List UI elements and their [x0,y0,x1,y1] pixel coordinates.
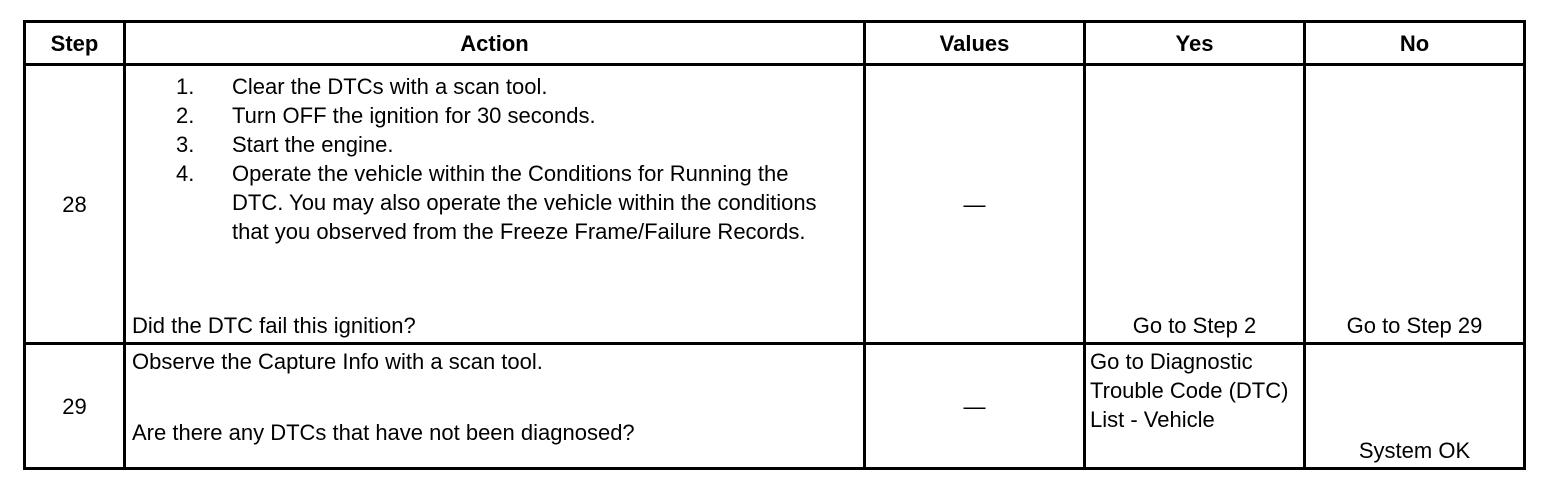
action-question: Did the DTC fail this ignition? [132,313,416,338]
no-cell [1305,344,1525,469]
table-row-step-29 [25,344,1525,469]
step-number: 28 [25,65,125,344]
action-question: Are there any DTCs that have not been diagnosed? [132,420,635,445]
step-number: 29 [25,344,125,469]
header-action: Action [125,22,865,65]
action-instruction: Observe the Capture Info with a scan tool. [132,349,543,374]
action-step-item [126,159,863,246]
no-link-go-to-step-29[interactable]: Go to Step 29 [1346,313,1483,338]
yes-cell [1085,344,1305,469]
header-step: Step [25,22,125,65]
action-steps-list [126,66,863,246]
yes-link-go-to-step-2[interactable]: Go to Step 2 [1132,313,1257,338]
action-step-item [126,72,863,101]
action-step-number: 4. [176,161,195,186]
action-step-text: Start the engine. [232,132,394,157]
no-result-system-ok: System OK [1358,438,1471,463]
header-no: No [1305,22,1525,65]
action-step-item [126,101,863,130]
action-cell [125,65,865,344]
yes-link-dtc-list[interactable]: Go to Diagnostic Trouble Code (DTC) List - Vehicle [1090,349,1289,432]
action-step-text: Operate the vehicle within the Conditions for Running the DTC. You may also operate the vehicle within the conditions that you observed from the Freeze Frame/Failure Records. [232,161,817,244]
yes-cell [1085,65,1305,344]
values-cell: — [865,344,1085,469]
header-row [25,22,1525,65]
table-row-step-28 [25,65,1525,344]
action-step-number: 2. [176,103,195,128]
action-step-item [126,130,863,159]
header-yes: Yes [1085,22,1305,65]
action-step-text: Turn OFF the ignition for 30 seconds. [232,103,596,128]
values-cell: — [865,65,1085,344]
no-cell [1305,65,1525,344]
header-values: Values [865,22,1085,65]
action-step-number: 3. [176,132,195,157]
diagnostic-table [23,20,1526,470]
action-step-text: Clear the DTCs with a scan tool. [232,74,548,99]
action-step-number: 1. [176,74,195,99]
action-cell [125,344,865,469]
